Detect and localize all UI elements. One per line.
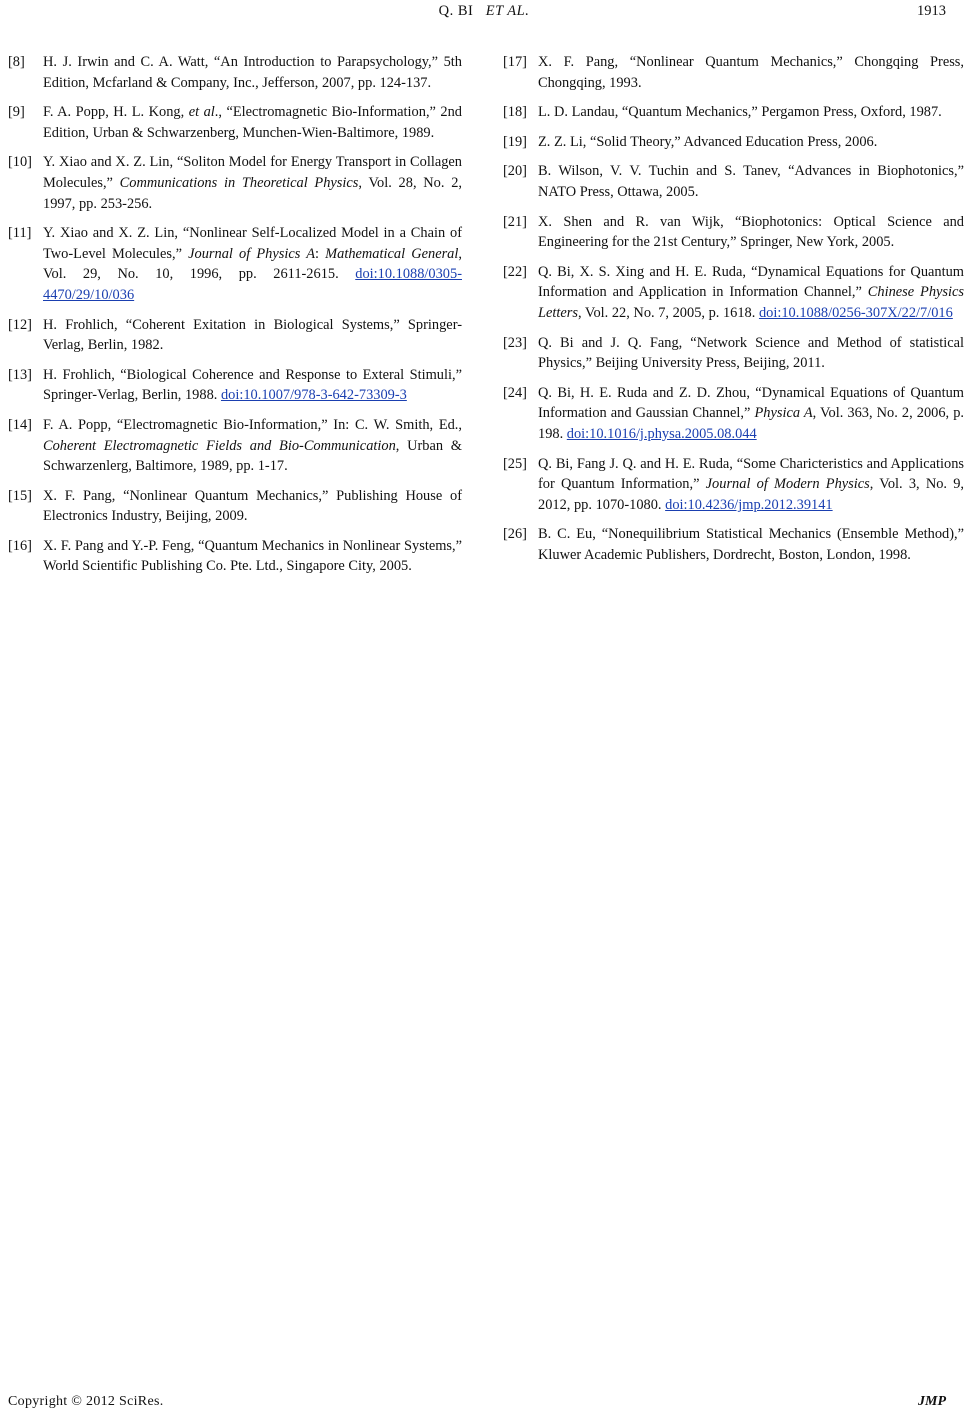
reference-item — [503, 333, 964, 374]
reference-text — [538, 134, 877, 150]
reference-text-segment: Q. Bi, Fang J. Q. and H. E. Ruda, “Some Charicteristics and Applications for Quantum Information,” — [538, 455, 964, 493]
reference-italic-title: Communications in Theoretical Physics — [119, 174, 359, 191]
reference-text-segment: Q. Bi and J. Q. Fang, “Network Science and Method of statistical Physics,” Beijing University Press, Beijing, 2011. — [538, 334, 964, 372]
reference-item — [8, 52, 462, 93]
reference-text-segment: , Vol. 363, No. 2, 2006, p. 198. — [538, 405, 964, 442]
reference-number: [16] — [8, 537, 32, 554]
reference-number: [11] — [8, 225, 32, 242]
header-et-al: ET AL. — [485, 3, 530, 19]
reference-text-segment: F. A. Popp, H. L. Kong, — [43, 104, 189, 121]
reference-text-segment: X. Shen and R. van Wijk, “Biophotonics: Optical Science and Engineering for the 21st Century,” Springer, New York, 2005. — [538, 213, 964, 251]
reference-text-segment: Y. Xiao and X. Z. Lin, “Soliton Model for Energy Transport in Collagen Molecules,” — [43, 154, 462, 191]
reference-text — [538, 385, 964, 442]
reference-number: [24] — [503, 384, 527, 401]
reference-item — [503, 262, 964, 324]
reference-text-segment: H. J. Irwin and C. A. Watt, “An Introduction to Parapsychology,” 5th Edition, Mcfarland & Company, Inc., Jefferson, 2007, pp. 124-137. — [43, 54, 462, 91]
reference-text-segment: X. F. Pang, “Nonlinear Quantum Mechanics,” Chongqing Press, Chongqing, 1993. — [538, 54, 964, 91]
reference-italic-title: Coherent Electromagnetic Fields and Bio-Communication — [43, 437, 396, 454]
reference-item — [503, 132, 964, 153]
doi-link[interactable]: doi:10.1088/0256-307X/22/7/016 — [758, 304, 953, 321]
reference-text — [538, 54, 964, 91]
references-left-column — [8, 52, 462, 586]
reference-text-segment: , Vol. 29, No. 10, 1996, pp. 2611-2615. — [43, 245, 462, 283]
reference-text-segment: , Vol. 3, No. 9, 2012, pp. 1070-1080. — [538, 476, 965, 513]
reference-text-segment: X. F. Pang and Y.-P. Feng, “Quantum Mechanics in Nonlinear Systems,” World Scientific Publishing Co. Pte. Ltd., Singapore City, 2005. — [43, 537, 462, 575]
reference-text — [538, 526, 964, 563]
doi-link[interactable]: doi:10.1088/0305-4470/29/10/036 — [43, 266, 462, 303]
reference-text-segment: Z. Z. Li, “Solid Theory,” Advanced Education Press, 2006. — [538, 133, 878, 150]
reference-text-segment: H. Frohlich, “Biological Coherence and Response to Exteral Stimuli,” Springer-Verlag, Berlin, 1988. — [43, 366, 462, 404]
page-footer — [0, 1394, 968, 1414]
reference-item — [8, 365, 462, 406]
reference-italic-title: Journal of Physics A — [188, 245, 316, 262]
reference-text-segment: H. Frohlich, “Coherent Exitation in Biological Systems,” Springer-Verlag, Berlin, 1982. — [43, 316, 462, 354]
doi-link[interactable]: doi:10.1016/j.physa.2005.08.044 — [566, 425, 757, 442]
reference-italic-title: Mathematical General — [325, 245, 459, 262]
reference-text — [538, 335, 964, 372]
reference-number: [13] — [8, 366, 32, 383]
reference-number: [9] — [8, 104, 25, 121]
reference-italic-title: et al — [188, 104, 215, 121]
reference-text-segment: Q. Bi, H. E. Ruda and Z. D. Zhou, “Dynamical Equations of Quantum Information and Gaussian Channel,” — [538, 384, 964, 422]
reference-item — [8, 536, 462, 577]
reference-item — [503, 383, 964, 445]
reference-text — [43, 54, 462, 91]
reference-text — [538, 456, 964, 513]
reference-text — [538, 214, 964, 251]
reference-number: [18] — [503, 104, 527, 121]
reference-italic-title: Journal of Modern Physics — [705, 476, 870, 493]
reference-item — [8, 223, 462, 305]
reference-item — [503, 212, 964, 253]
reference-text-segment: B. C. Eu, “Nonequilibrium Statistical Mechanics (Ensemble Method),” Kluwer Academic Publishers, Dordrecht, Boston, London, 1998. — [538, 526, 964, 563]
reference-italic-title: Physica A — [754, 405, 813, 422]
reference-text — [43, 317, 462, 354]
reference-item — [8, 315, 462, 356]
references-right-column — [503, 52, 964, 574]
reference-number: [14] — [8, 416, 32, 433]
doi-link[interactable]: doi:10.4236/jmp.2012.39141 — [665, 496, 833, 513]
reference-number: [22] — [503, 263, 527, 280]
reference-item — [8, 415, 462, 477]
reference-number: [17] — [503, 54, 527, 70]
header-author-name: Q. BI — [438, 3, 474, 19]
reference-text — [43, 367, 462, 404]
reference-number: [23] — [503, 334, 527, 351]
reference-text-segment: , Vol. 28, No. 2, 1997, pp. 253-256. — [43, 174, 462, 212]
reference-item — [503, 102, 964, 123]
reference-text — [43, 488, 462, 525]
reference-item — [503, 524, 964, 565]
reference-text-segment: , Vol. 22, No. 7, 2005, p. 1618. — [577, 304, 759, 321]
reference-text — [538, 104, 942, 120]
reference-number: [21] — [503, 213, 527, 230]
reference-number: [26] — [503, 526, 527, 543]
reference-item — [8, 486, 462, 527]
reference-number: [25] — [503, 455, 527, 472]
reference-text — [43, 154, 462, 211]
reference-item — [503, 52, 964, 93]
reference-text-segment: : — [315, 245, 326, 262]
reference-number: [12] — [8, 316, 32, 333]
reference-text — [538, 163, 964, 200]
reference-item — [503, 454, 964, 516]
reference-text — [43, 225, 462, 303]
reference-number: [8] — [8, 54, 25, 70]
copyright-notice: Copyright © 2012 SciRes. — [8, 1394, 164, 1409]
reference-text-segment: , Urban & Schwarzenlerg, Baltimore, 1989, pp. 1-17. — [43, 437, 462, 475]
page-number: 1913 — [917, 3, 946, 19]
running-header — [0, 0, 968, 28]
reference-text — [43, 417, 462, 474]
reference-text-segment: X. F. Pang, “Nonlinear Quantum Mechanics,” Publishing House of Electronics Industry, Beijing, 2009. — [43, 487, 462, 525]
reference-text — [538, 264, 964, 321]
running-header-authors — [0, 3, 968, 20]
reference-item — [8, 102, 462, 143]
reference-text-segment: Y. Xiao and X. Z. Lin, “Nonlinear Self-Localized Model in a Chain of Two-Level Molecules,” — [43, 225, 462, 262]
reference-number: [10] — [8, 154, 32, 171]
reference-text-segment: B. Wilson, V. V. Tuchin and S. Tanev, “Advances in Biophotonics,” NATO Press, Ottawa, 2005. — [538, 163, 964, 200]
doi-link[interactable]: doi:10.1007/978-3-642-73309-3 — [220, 387, 407, 404]
reference-text-segment: Q. Bi, X. S. Xing and H. E. Ruda, “Dynamical Equations for Quantum Information and Application in Information Channel,” — [538, 263, 964, 301]
journal-abbreviation: JMP — [918, 1394, 946, 1409]
reference-italic-title: Chinese Physics Letters — [538, 284, 964, 321]
reference-number: [19] — [503, 133, 527, 150]
reference-text-segment: L. D. Landau, “Quantum Mechanics,” Pergamon Press, Oxford, 1987. — [538, 104, 942, 121]
reference-number: [15] — [8, 487, 32, 504]
reference-item — [8, 152, 462, 214]
reference-number: [20] — [503, 163, 527, 180]
reference-text-segment: F. A. Popp, “Electromagnetic Bio-Information,” In: C. W. Smith, Ed., — [43, 416, 462, 433]
reference-text — [43, 104, 462, 141]
reference-item — [503, 161, 964, 202]
reference-text-segment: ., “Electromagnetic Bio-Information,” 2nd Edition, Urban & Schwarzenberg, Munchen-Wien-Baltimore, 1989. — [43, 104, 463, 141]
reference-text — [43, 538, 462, 575]
